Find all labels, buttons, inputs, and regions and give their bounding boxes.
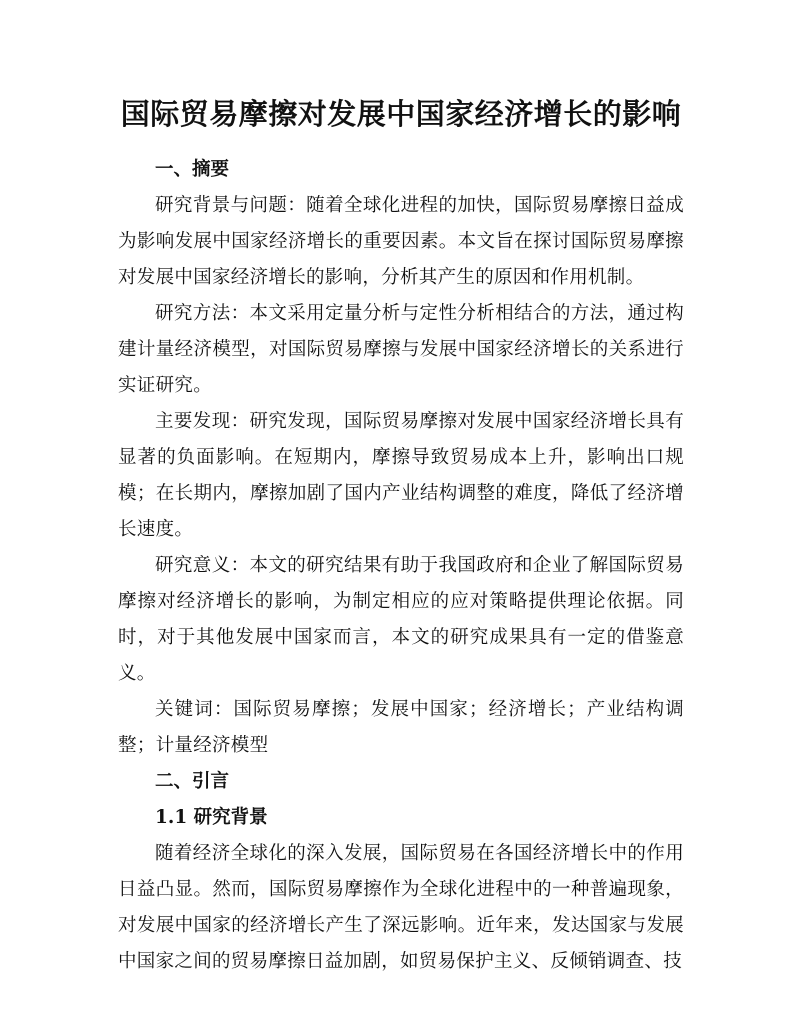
abstract-findings-paragraph: 主要发现：研究发现，国际贸易摩擦对发展中国家经济增长具有显著的负面影响。在短期内，摩擦导致贸易成本上升，影响出口规模；在长期内，摩擦加剧了国内产业结构调整的难度，降低了经济增长速度。 [118,411,684,540]
abstract-background-paragraph: 研究背景与问题：随着全球化进程的加快，国际贸易摩擦日益成为影响发展中国家经济增长的重要因素。本文旨在探讨国际贸易摩擦对发展中国家经济增长的影响，分析其产生的原因和作用机制。 [118,195,684,288]
document-page [118,90,684,980]
abstract-method-paragraph: 研究方法：本文采用定量分析与定性分析相结合的方法，通过构建计量经济模型，对国际贸易摩擦与发展中国家经济增长的关系进行实证研究。 [118,303,684,396]
introduction-paragraph: 随着经济全球化的深入发展，国际贸易在各国经济增长中的作用日益凸显。然而，国际贸易摩擦作为全球化进程中的一种普遍现象，对发展中国家的经济增长产生了深远影响。近年来，发达国家与发展中国家之间的贸易摩擦日益加剧，如贸易保护主义、反倾销调查、技 [118,843,684,972]
subsection-heading-background: 1.1 研究背景 [155,807,268,828]
abstract-significance-paragraph: 研究意义：本文的研究结果有助于我国政府和企业了解国际贸易摩擦对经济增长的影响，为制定相应的应对策略提供理论依据。同时，对于其他发展中国家而言，本文的研究成果具有一定的借鉴意义。 [118,555,684,684]
section-heading-introduction: 二、引言 [155,771,230,792]
section-heading-abstract: 一、摘要 [155,159,230,180]
document-title: 国际贸易摩擦对发展中国家经济增长的影响 [120,97,682,131]
keywords-paragraph: 关键词：国际贸易摩擦；发展中国家；经济增长；产业结构调整；计量经济模型 [118,699,684,756]
